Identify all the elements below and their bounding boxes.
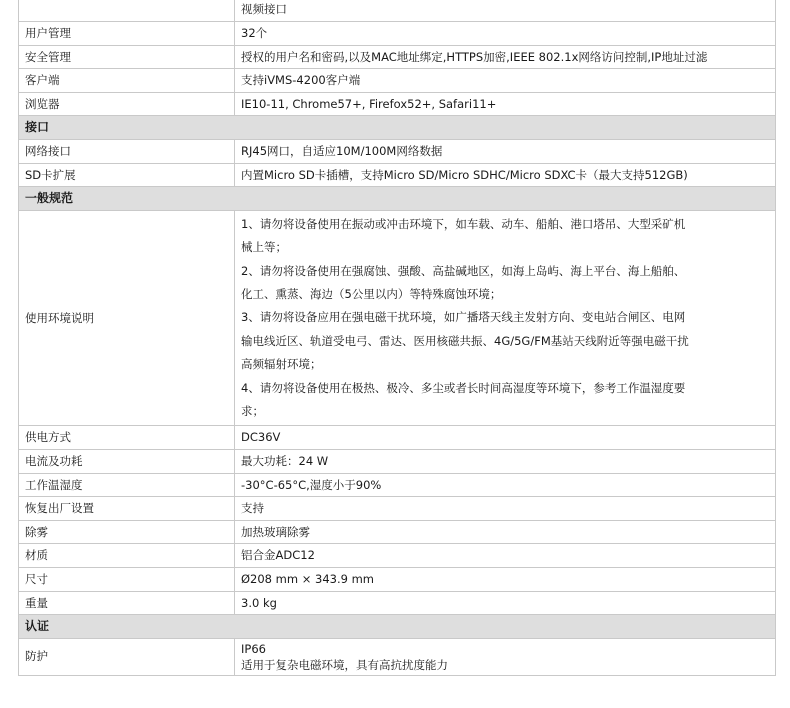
- spec-label: 重量: [19, 591, 235, 615]
- table-row: [19, 497, 776, 521]
- env-note-line: 4、请勿将设备使用在极热、极冷、多尘或者长时间高湿度等环境下，参考工作温湿度要: [241, 380, 686, 395]
- table-row: [19, 520, 776, 544]
- table-row: [19, 0, 776, 22]
- spec-value: -30°C-65°C,湿度小于90%: [235, 473, 776, 497]
- env-note-line: 2、请勿将设备使用在强腐蚀、强酸、高盐碱地区，如海上岛屿、海上平台、海上船舶、: [241, 263, 686, 278]
- spec-value: IE10-11, Chrome57+, Firefox52+, Safari11+: [235, 92, 776, 116]
- env-note-line: 3、请勿将设备应用在强电磁干扰环境，如广播塔天线主发射方向、变电站合闸区、电网: [241, 310, 686, 325]
- table-row: [19, 92, 776, 116]
- env-note-line: 1、请勿将设备使用在振动或冲击环境下，如车载、动车、船舶、港口塔吊、大型采矿机: [241, 216, 686, 231]
- protection-line: IP66: [241, 641, 266, 656]
- table-row: [19, 544, 776, 568]
- spec-value: RJ45网口，自适应10M/100M网络数据: [235, 139, 776, 163]
- table-row: [19, 210, 776, 426]
- section-header-row: [19, 187, 776, 211]
- spec-label: 尺寸: [19, 567, 235, 591]
- spec-value: 视频接口: [235, 0, 776, 22]
- spec-label: 材质: [19, 544, 235, 568]
- spec-label: 电流及功耗: [19, 450, 235, 474]
- table-row: [19, 163, 776, 187]
- spec-label: 网络接口: [19, 139, 235, 163]
- spec-label: 恢复出厂设置: [19, 497, 235, 521]
- spec-label: 客户端: [19, 69, 235, 93]
- spec-label-text: [25, 0, 71, 2]
- spec-value: 铝合金ADC12: [235, 544, 776, 568]
- env-note-line: 械上等；: [241, 240, 287, 255]
- spec-value: 支持iVMS-4200客户端: [235, 69, 776, 93]
- table-row: [19, 450, 776, 474]
- section-title: 一般规范: [19, 187, 776, 211]
- spec-value: [235, 638, 776, 675]
- spec-value: 内置Micro SD卡插槽，支持Micro SD/Micro SDHC/Micro SDXC卡（最大支持512GB): [235, 163, 776, 187]
- spec-label: 工作温湿度: [19, 473, 235, 497]
- env-note-line: 化工、熏蒸、海边（5公里以内）等特殊腐蚀环境；: [241, 286, 502, 301]
- spec-value: 最大功耗：24 W: [235, 450, 776, 474]
- spec-label: 用户管理: [19, 22, 235, 46]
- spec-label: SD卡扩展: [19, 163, 235, 187]
- spec-label: 防护: [19, 638, 235, 675]
- spec-value: 加热玻璃除雾: [235, 520, 776, 544]
- spec-value: 授权的用户名和密码,以及MAC地址绑定,HTTPS加密,IEEE 802.1x网络访问控制,IP地址过滤: [235, 45, 776, 69]
- spec-value: [235, 210, 776, 426]
- section-title: 认证: [19, 615, 776, 639]
- spec-label: 供电方式: [19, 426, 235, 450]
- spec-value: 3.0 kg: [235, 591, 776, 615]
- spec-value: Ø208 mm × 343.9 mm: [235, 567, 776, 591]
- spec-value: 支持: [235, 497, 776, 521]
- spec-label: 除雾: [19, 520, 235, 544]
- table-row: [19, 139, 776, 163]
- spec-label: [19, 0, 235, 22]
- spec-label: 安全管理: [19, 45, 235, 69]
- table-row: [19, 22, 776, 46]
- env-note-line: 求；: [241, 404, 264, 418]
- spec-table: [18, 0, 776, 676]
- section-header-row: [19, 615, 776, 639]
- spec-value: DC36V: [235, 426, 776, 450]
- env-note-line: 输电线近区、轨道受电弓、雷达、医用核磁共振、4G/5G/FM基站天线附近等强电磁干扰: [241, 333, 689, 348]
- table-row: [19, 638, 776, 675]
- section-title: 接口: [19, 116, 776, 140]
- table-row: [19, 567, 776, 591]
- table-row: [19, 426, 776, 450]
- protection-line: 适用于复杂电磁环境，具有高抗扰度能力: [241, 657, 448, 672]
- section-header-row: [19, 116, 776, 140]
- spec-value: 32个: [235, 22, 776, 46]
- spec-label: 浏览器: [19, 92, 235, 116]
- table-row: [19, 69, 776, 93]
- table-row: [19, 473, 776, 497]
- table-row: [19, 45, 776, 69]
- table-row: [19, 591, 776, 615]
- env-note-line: 高频辐射环境；: [241, 357, 322, 372]
- spec-label: 使用环境说明: [19, 210, 235, 426]
